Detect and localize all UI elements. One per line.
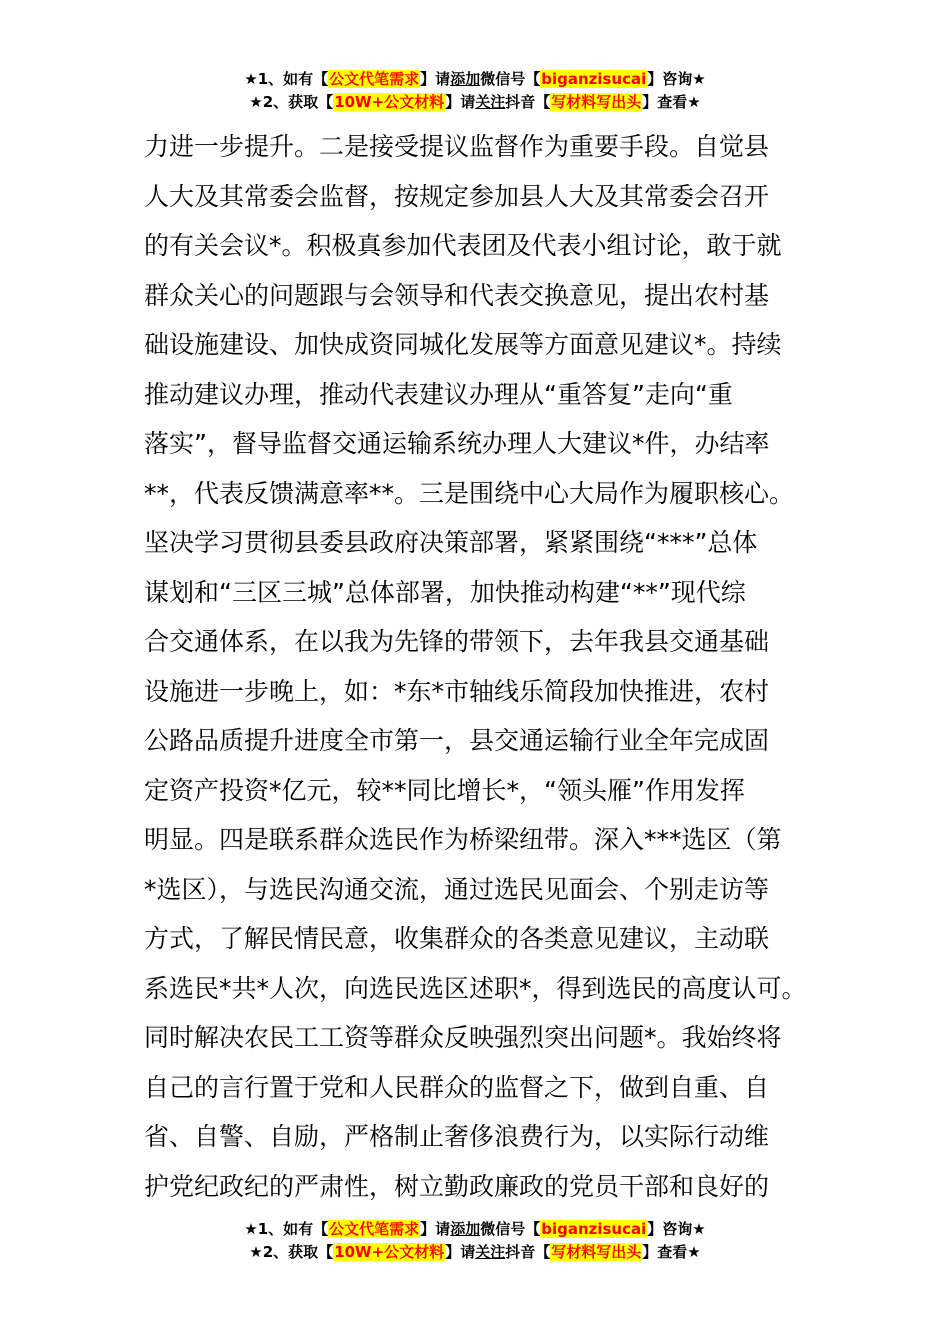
body-line: 设施进一步晚上，如：*东*市轴线乐简段加快推进，农村 <box>144 676 770 706</box>
body-line: 落实”，督导监督交通运输系统办理人大建议*件，办结率 <box>144 429 770 458</box>
header-line-2: ★2、获取【10W+公文材料】请关注抖音【写材料写出头】查看★ <box>249 93 701 111</box>
body-line: 同时解决农民工工资等群众反映强烈突出问题*。我始终将 <box>144 1023 782 1052</box>
body-line: 人大及其常委会监督，按规定参加县人大及其常委会召开 <box>144 181 770 211</box>
body-line: 自己的言行置于党和人民群众的监督之下，做到自重、自 <box>144 1072 770 1102</box>
body-line: 合交通体系，在以我为先锋的带领下，去年我县交通基础 <box>144 627 770 656</box>
header-highlight-douyin-account: 写材料写出头 <box>551 93 642 111</box>
body-line: **，代表反馈满意率**。三是围绕中心大局作为履职核心。 <box>144 478 795 508</box>
body-line: 力进一步提升。二是接受提议监督作为重要手段。自觉县 <box>144 132 770 161</box>
body-line: 明显。四是联系群众选民作为桥梁纽带。深入***选区（第 <box>144 825 782 854</box>
body-line: 护党纪政纪的严肃性，树立勤政廉政的党员干部和良好的 <box>144 1171 770 1201</box>
document-body <box>144 122 824 1211</box>
footer-highlight-service: 公文代笔需求 <box>329 1220 420 1238</box>
body-line: 省、自警、自励，严格制止奢侈浪费行为，以实际行动维 <box>144 1122 770 1151</box>
body-line: 谋划和“三区三城”总体部署，加快推动构建“**”现代综 <box>144 577 746 607</box>
header-highlight-wechat-id: biganzisucai <box>541 70 647 88</box>
body-line: 推动建议办理，推动代表建议办理从“重答复”走向“重 <box>144 379 733 409</box>
header-highlight-materials: 10W+公文材料 <box>334 93 445 111</box>
body-line: 定资产投资*亿元，较**同比增长*，“领头雁”作用发挥 <box>144 775 745 805</box>
header-highlight-service: 公文代笔需求 <box>329 70 420 88</box>
footer-highlight-douyin-account: 写材料写出头 <box>551 1243 642 1261</box>
body-line: 础设施建设、加快成资同城化发展等方面意见建议*。持续 <box>144 330 782 359</box>
body-line: 坚决学习贯彻县委县政府决策部署，紧紧围绕“***”总体 <box>144 528 758 557</box>
footer-banner <box>0 1218 950 1264</box>
body-line: 群众关心的问题跟与会领导和代表交换意见，提出农村基 <box>144 280 770 310</box>
footer-line-1: ★1、如有【公文代笔需求】请添加微信号【biganzisucai】咨询★ <box>244 1220 706 1238</box>
header-banner <box>0 68 950 114</box>
footer-highlight-materials: 10W+公文材料 <box>334 1243 445 1261</box>
body-line: *选区），与选民沟通交流，通过选民见面会、个别走访等 <box>144 874 770 904</box>
body-line: 方式，了解民情民意，收集群众的各类意见建议，主动联 <box>144 924 770 953</box>
footer-highlight-wechat-id: biganzisucai <box>541 1220 647 1238</box>
footer-line-2: ★2、获取【10W+公文材料】请关注抖音【写材料写出头】查看★ <box>249 1243 701 1261</box>
header-line-1: ★1、如有【公文代笔需求】请添加微信号【biganzisucai】咨询★ <box>244 70 706 88</box>
body-line: 公路品质提升进度全市第一，县交通运输行业全年完成固 <box>144 726 770 755</box>
body-line: 系选民*共*人次，向选民选区述职*，得到选民的高度认可。 <box>144 973 807 1003</box>
body-line: 的有关会议*。积极真参加代表团及代表小组讨论，敢于就 <box>144 231 782 260</box>
